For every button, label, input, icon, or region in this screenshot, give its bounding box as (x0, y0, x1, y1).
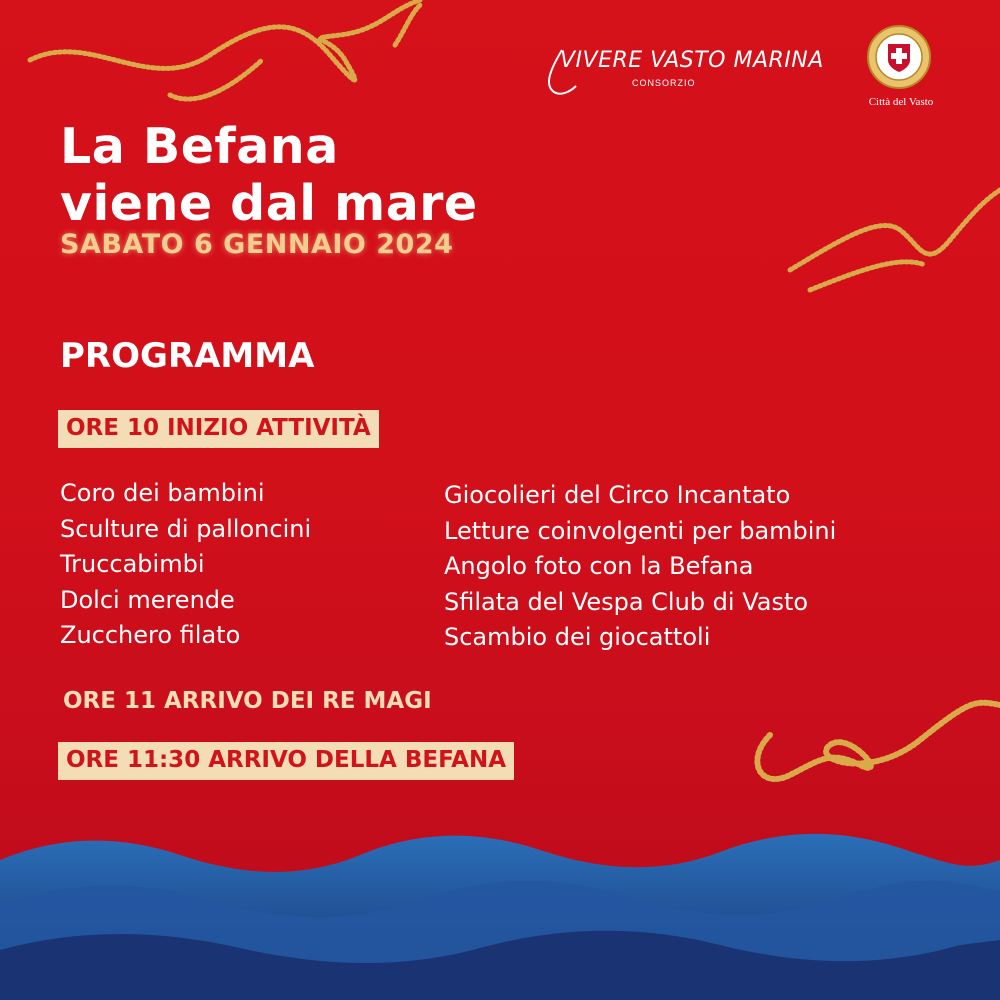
activity-item: Sfilata del Vespa Club di Vasto (444, 587, 809, 616)
event-title (60, 118, 478, 232)
gold-ribbon-lower (757, 703, 1000, 779)
activity-item: Coro dei bambini (60, 479, 265, 507)
time-re-magi: ORE 11 ARRIVO DEI RE MAGI (63, 688, 432, 714)
activity-item: Sculture di palloncini (60, 514, 312, 543)
title-line-1: La Befana (60, 118, 339, 175)
activity-item: Scambio dei giocattoli (444, 623, 711, 651)
activity-item: Zucchero filato (60, 621, 241, 649)
city-crest-icon (866, 24, 932, 90)
programme-heading: PROGRAMMA (60, 336, 315, 376)
activity-item: Truccabimbi (60, 550, 205, 578)
gold-ribbon-top (30, 0, 420, 99)
activity-item: Letture coinvolgenti per bambini (444, 516, 837, 545)
logo-wordmark: VIVERE VASTO MARINA (560, 48, 824, 73)
time-badge-10: ORE 10 INIZIO ATTIVITÀ (58, 410, 379, 448)
vivere-vasto-marina-logo (540, 40, 824, 100)
time-badge-befana: ORE 11:30 ARRIVO DELLA BEFANA (58, 742, 514, 780)
city-label: Città del Vasto (868, 96, 934, 108)
activity-item: Giocolieri del Circo Incantato (444, 481, 791, 509)
gold-ribbon-right (790, 190, 1000, 290)
activities-right-list (444, 478, 836, 656)
sea-waves (0, 834, 1000, 1000)
event-date: SABATO 6 GENNAIO 2024 (60, 229, 454, 260)
title-line-2: viene dal mare (60, 175, 478, 232)
logo-subtitle: CONSORZIO (632, 78, 696, 88)
activities-left-list (60, 476, 311, 654)
activity-item: Angolo foto con la Befana (444, 552, 754, 580)
activity-item: Dolci merende (60, 585, 235, 614)
